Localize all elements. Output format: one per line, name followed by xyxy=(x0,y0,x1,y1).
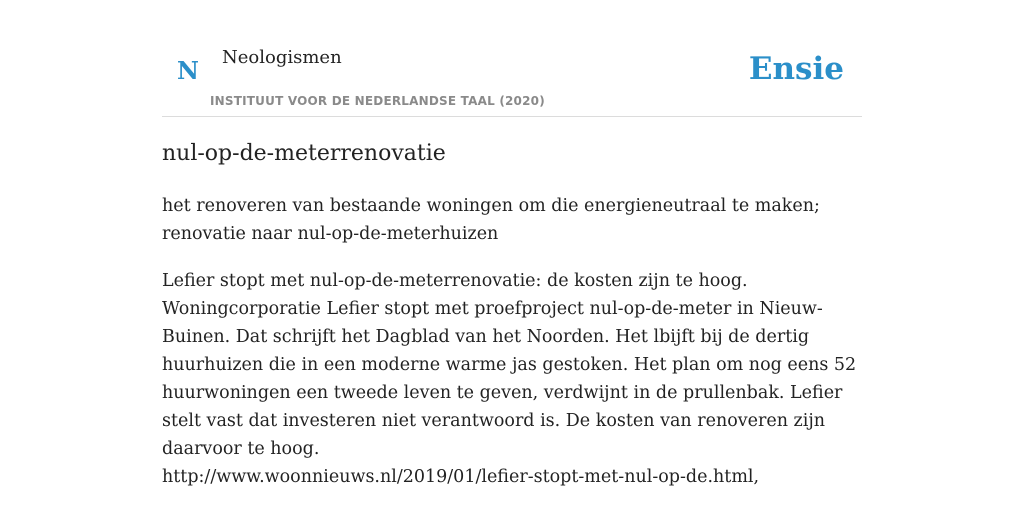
source-subtitle: INSTITUUT VOOR DE NEDERLANDSE TAAL (2020) xyxy=(210,94,545,108)
source-title[interactable]: Neologismen xyxy=(222,47,342,68)
entry-card xyxy=(162,0,862,512)
example-text: Lefier stopt met nul-op-de-meterrenovatie: de kosten zijn te hoog. Woningcorporatie Lefier stopt met proefproject nul-op-de-meter in Nieuw-Buinen. Dat schrijft het Dagblad van het Noorden. Het lbijft bij de dertig huurhuizen die in een moderne warme jas gestoken. Het plan om nog eens 52 huurwoningen een tweede leven te geven, verdwijnt in de prullenbak. Lefier stelt vast dat investeren niet verantwoord is. De kosten van renoveren zijn daarvoor te hoog. xyxy=(162,271,857,459)
entry-term: nul-op-de-meterrenovatie xyxy=(162,141,446,166)
brand-logo[interactable]: Ensie xyxy=(748,51,844,87)
source-letter-icon: N xyxy=(177,56,199,85)
entry-definition: het renoveren van bestaande woningen om die energieneutraal te maken; renovatie naar nul-op-de-meterhuizen xyxy=(162,196,820,244)
entry-example xyxy=(162,267,862,491)
source-header xyxy=(162,0,862,117)
example-source-link[interactable]: http://www.woonnieuws.nl/2019/01/lefier-stopt-met-nul-op-de.html, xyxy=(162,467,760,487)
